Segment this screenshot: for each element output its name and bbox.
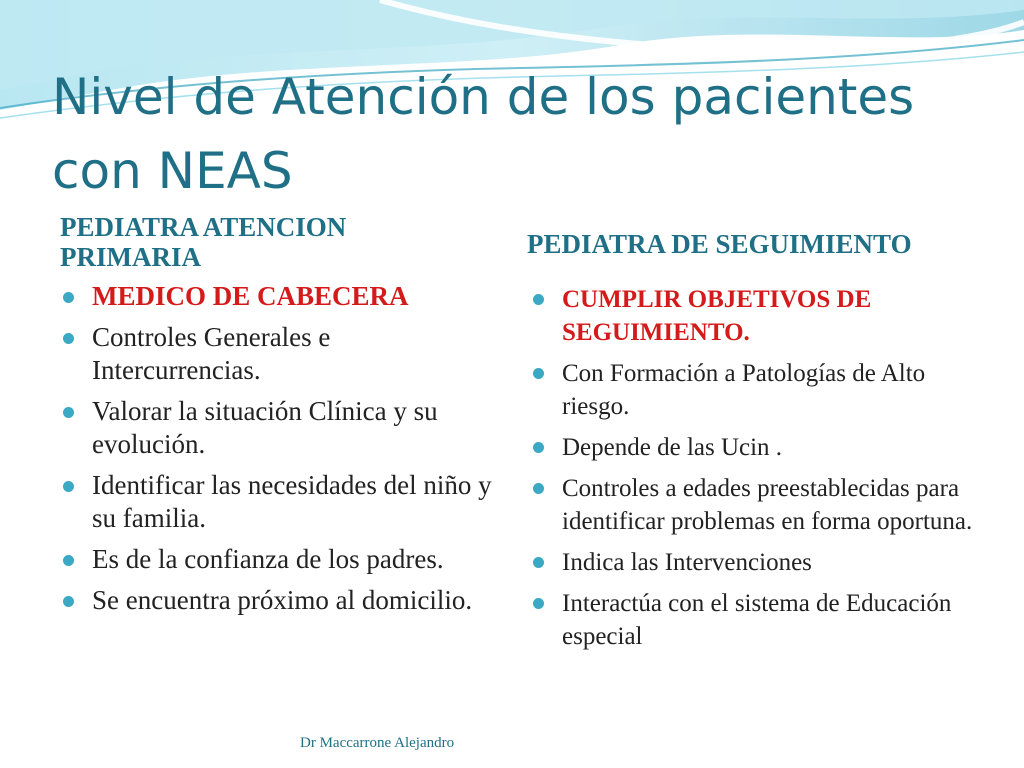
bullet-icon — [533, 442, 544, 453]
list-item — [530, 546, 990, 579]
bullet-icon — [533, 557, 544, 568]
list-item — [60, 280, 505, 313]
bullet-icon — [63, 481, 74, 492]
left-column-heading: PEDIATRA ATENCION PRIMARIA — [60, 212, 347, 272]
bullet-icon — [63, 596, 74, 607]
list-item-text: Controles Generales e Intercurrencias. — [92, 322, 331, 385]
list-item — [530, 587, 990, 653]
list-item-text: Se encuentra próximo al domicilio. — [92, 585, 473, 615]
slide-title: Nivel de Atención de los pacientes con NEAS — [52, 68, 915, 200]
list-item — [530, 472, 990, 538]
bullet-icon — [533, 294, 544, 305]
list-item-text: CUMPLIR OBJETIVOS DE SEGUIMIENTO. — [562, 286, 872, 346]
list-item-text: Interactúa con el sistema de Educación especial — [562, 590, 952, 650]
list-item-text: Identificar las necesidades del niño y su familia. — [92, 470, 492, 533]
list-item-text: Controles a edades preestablecidas para identificar problemas en forma oportuna. — [562, 475, 973, 535]
bullet-icon — [63, 407, 74, 418]
list-item — [60, 543, 505, 576]
left-bullet-list — [60, 280, 505, 625]
list-item-text: Es de la confianza de los padres. — [92, 544, 444, 574]
bullet-icon — [63, 333, 74, 344]
list-item-text: Con Formación a Patologías de Alto riesgo. — [562, 360, 926, 420]
list-item-text: Valorar la situación Clínica y su evolución. — [92, 396, 438, 459]
footer-author: Dr Maccarrone Alejandro — [300, 735, 455, 751]
bullet-icon — [533, 368, 544, 379]
list-item-text: Depende de las Ucin . — [562, 434, 783, 461]
bullet-icon — [533, 483, 544, 494]
list-item — [60, 469, 505, 535]
right-column-heading: PEDIATRA DE SEGUIMIENTO — [527, 229, 912, 259]
list-item — [60, 321, 505, 387]
list-item-text: MEDICO DE CABECERA — [92, 281, 409, 311]
bullet-icon — [533, 598, 544, 609]
bullet-icon — [63, 292, 74, 303]
bullet-icon — [63, 555, 74, 566]
list-item-text: Indica las Intervenciones — [562, 549, 812, 576]
list-item — [530, 283, 990, 349]
list-item — [530, 431, 990, 464]
list-item — [60, 395, 505, 461]
list-item — [60, 584, 505, 617]
right-bullet-list — [530, 283, 990, 661]
list-item — [530, 357, 990, 423]
